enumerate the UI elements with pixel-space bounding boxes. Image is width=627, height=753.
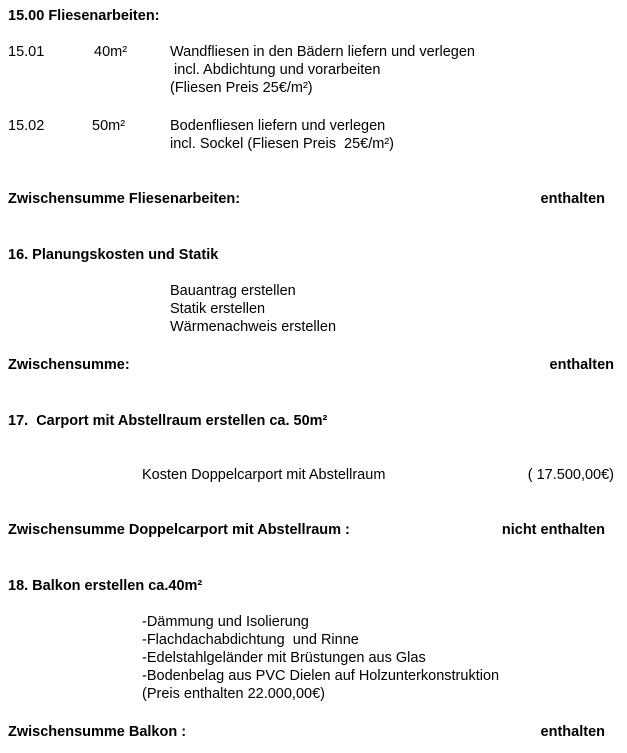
item-15-01-line-3: (Fliesen Preis 25€/m²) xyxy=(170,80,313,96)
section-18-line-5: (Preis enthalten 22.000,00€) xyxy=(142,686,325,702)
item-15-01-line-1: Wandfliesen in den Bädern liefern und verlegen xyxy=(170,44,475,60)
item-15-01-number: 15.01 xyxy=(8,44,45,60)
section-16-line-1: Bauantrag erstellen xyxy=(170,283,296,299)
section-18-heading: 18. Balkon erstellen ca.40m² xyxy=(8,578,203,594)
section-15-subtotal-value: enthalten xyxy=(540,191,605,207)
section-16-subtotal-label: Zwischensumme: xyxy=(8,357,130,373)
section-17-item-label: Kosten Doppelcarport mit Abstellraum xyxy=(142,467,386,483)
item-15-01-quantity: 40m² xyxy=(94,44,128,60)
item-15-02-number: 15.02 xyxy=(8,118,45,134)
section-17-item-price: ( 17.500,00€) xyxy=(527,467,614,483)
section-16-subtotal-value: enthalten xyxy=(549,357,614,373)
section-18-subtotal-value: enthalten xyxy=(540,724,605,740)
item-15-02-quantity: 50m² xyxy=(92,118,126,134)
section-17-heading: 17. Carport mit Abstellraum erstellen ca. 50m² xyxy=(8,413,328,429)
section-17-subtotal-label: Zwischensumme Doppelcarport mit Abstellraum : xyxy=(8,522,350,538)
item-15-01-line-2: incl. Abdichtung und vorarbeiten xyxy=(170,62,381,78)
section-15-subtotal-label: Zwischensumme Fliesenarbeiten: xyxy=(8,191,241,207)
section-17-subtotal-value: nicht enthalten xyxy=(501,522,605,538)
section-18-line-1: -Dämmung und Isolierung xyxy=(142,614,309,630)
section-16-line-2: Statik erstellen xyxy=(170,301,266,317)
section-18-line-2: -Flachdachabdichtung und Rinne xyxy=(142,632,359,648)
section-16-line-3: Wärmenachweis erstellen xyxy=(170,319,337,335)
section-18-line-4: -Bodenbelag aus PVC Dielen auf Holzunterkonstruktion xyxy=(142,668,500,684)
section-18-line-3: -Edelstahlgeländer mit Brüstungen aus Glas xyxy=(142,650,426,666)
item-15-02-line-1: Bodenfliesen liefern und verlegen xyxy=(170,118,386,134)
section-18-subtotal-label: Zwischensumme Balkon : xyxy=(8,724,187,740)
section-15-heading: 15.00 Fliesenarbeiten: xyxy=(8,8,160,24)
section-16-heading: 16. Planungskosten und Statik xyxy=(8,247,219,263)
item-15-02-line-2: incl. Sockel (Fliesen Preis 25€/m²) xyxy=(170,136,395,152)
